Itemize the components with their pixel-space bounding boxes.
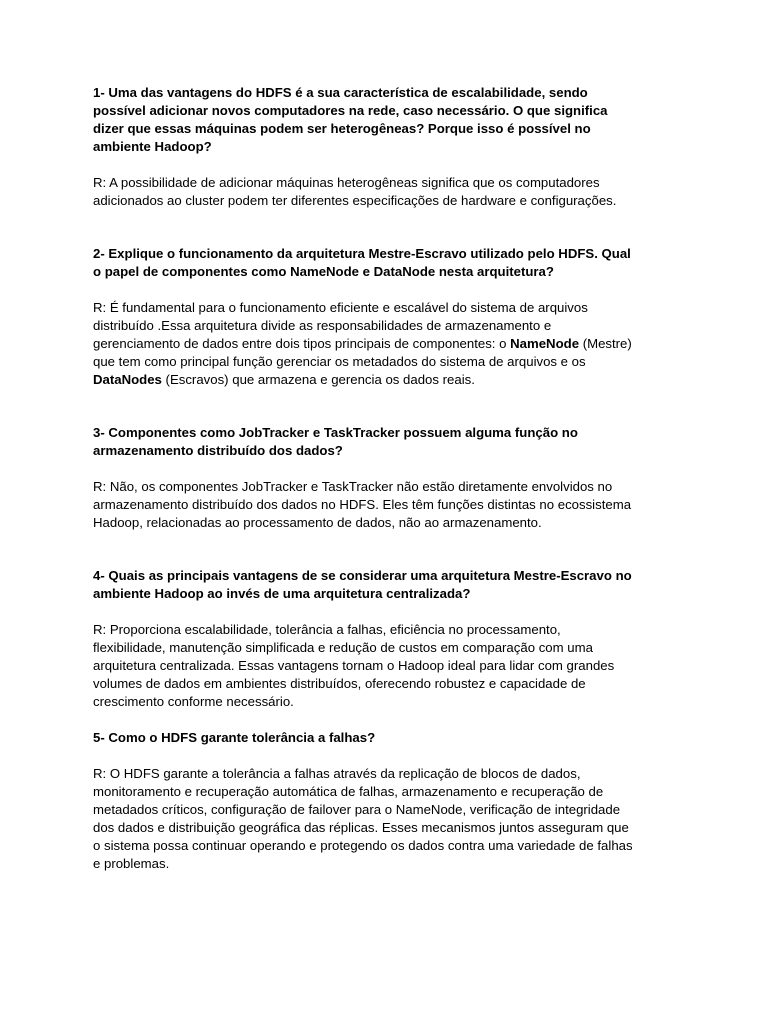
question-3: 3- Componentes como JobTracker e TaskTracker possuem alguma função no armazenamento distribuído dos dados?: [93, 425, 578, 458]
answer-2-text-2: (Mestre) que tem como principal função gerenciar os metadados do sistema de arquivos e os: [93, 336, 632, 369]
question-1: 1- Uma das vantagens do HDFS é a sua característica de escalabilidade, sendo possível adicionar novos computadores na rede, caso necessário. O que significa dizer que essas máquinas podem ser heterogêneas? Porque isso é possível no ambiente Hadoop?: [93, 85, 608, 154]
question-2: 2- Explique o funcionamento da arquitetura Mestre-Escravo utilizado pelo HDFS. Qual o papel de componentes como NameNode e DataNode nesta arquitetura?: [93, 246, 631, 279]
question-4: 4- Quais as principais vantagens de se considerar uma arquitetura Mestre-Escravo no ambiente Hadoop ao invés de uma arquitetura centralizada?: [93, 568, 632, 601]
answer-4: R: Proporciona escalabilidade, tolerância a falhas, eficiência no processamento, flexibilidade, manutenção simplificada e redução de custos em comparação com uma arquitetura centralizada. Essas vantagens tornam o Hadoop ideal para lidar com grandes volumes de dados em ambientes distribuídos, oferecendo robustez e capacidade de crescimento conforme necessário.: [93, 622, 615, 709]
answer-2-text-3: (Escravos) que armazena e gerencia os dados reais.: [161, 372, 475, 387]
document-page: [93, 84, 683, 873]
answer-2-text-1: R: É fundamental para o funcionamento eficiente e escalável do sistema de arquivos distribuído .Essa arquitetura divide as responsabilidades de armazenamento e gerenciamento de dados entre dois tipos principais de componentes: o: [93, 300, 588, 351]
answer-1: R: A possibilidade de adicionar máquinas heterogêneas significa que os computadores adicionados ao cluster podem ter diferentes especificações de hardware e configurações.: [93, 175, 617, 208]
answer-3: R: Não, os componentes JobTracker e TaskTracker não estão diretamente envolvidos no armazenamento distribuído dos dados no HDFS. Eles têm funções distintas no ecossistema Hadoop, relacionadas ao processamento de dados, não ao armazenamento.: [93, 479, 632, 530]
answer-2-datanodes: DataNodes: [93, 372, 162, 387]
answer-2-namenode: NameNode: [510, 336, 580, 351]
answer-2: [93, 299, 683, 389]
question-5: 5- Como o HDFS garante tolerância a falhas?: [93, 730, 376, 745]
answer-5: R: O HDFS garante a tolerância a falhas através da replicação de blocos de dados, monitoramento e recuperação automática de falhas, armazenamento e recuperação de metadados críticos, configuração de failover para o NameNode, verificação de integridade dos dados e distribuição geográfica das réplicas. Esses mecanismos juntos asseguram que o sistema possa continuar operando e protegendo os dados contra uma variedade de falhas e problemas.: [93, 766, 633, 871]
